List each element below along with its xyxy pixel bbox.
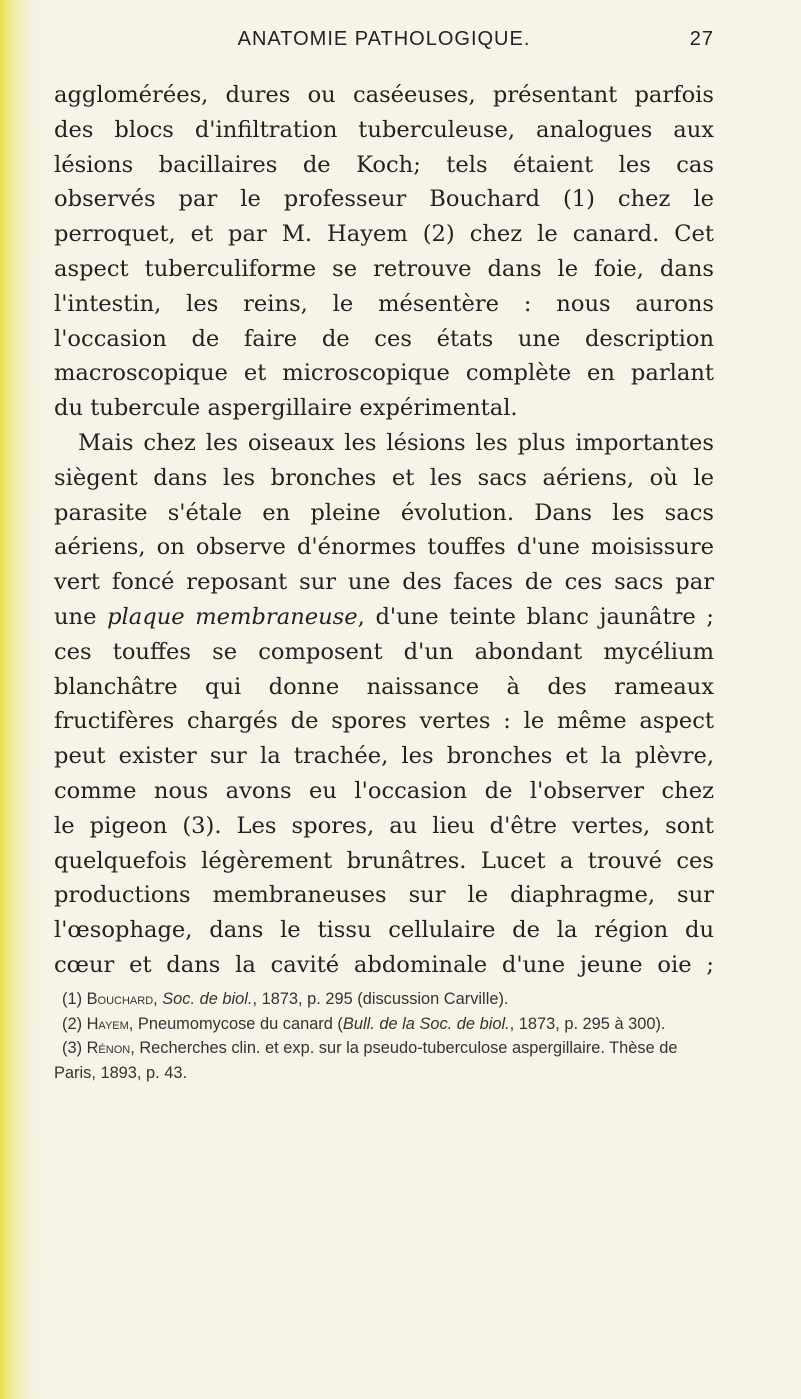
text-line: du tubercule aspergillaire expérimental. [54,395,518,422]
running-title: ANATOMIE PATHOLOGIQUE. [237,28,531,50]
body-text [54,78,714,983]
text-span: une [54,603,108,630]
footnote [54,987,714,1012]
footnote-marker: (3) [62,1039,87,1058]
text-line: des blocs d'infiltration tuberculeuse, analogues aux [54,116,714,143]
footnote-marker: (2) [62,1014,87,1033]
text-line: blanchâtre qui donne naissance à des rameaux [54,673,714,700]
text-line: perroquet, et par M. Hayem (2) chez le canard. Cet [54,221,714,248]
footnote-text: , [153,989,163,1008]
text-line: vert foncé reposant sur une des faces de ces sacs par [54,569,714,596]
footnote-text: Recherches clin. et exp. sur la pseudo-tuberculose aspergillaire. Thèse de Paris, 1893, p. 43. [54,1039,678,1083]
text-line: lésions bacillaires de Koch; tels étaient les cas [54,151,714,178]
text-line: l'intestin, les reins, le mésentère : nous aurons [54,290,714,317]
footnote-marker: (1) [62,989,87,1008]
text-line: l'occasion de faire de ces états une description [54,325,714,352]
text-line: agglomérées, dures ou caséeuses, présentant parfois [54,82,714,108]
text-line: cœur et dans la cavité abdominale d'une jeune oie ; [54,951,714,978]
text-line: quelquefois légèrement brunâtres. Lucet a trouvé ces [54,847,714,874]
text-line: parasite s'étale en pleine évolution. Dans les sacs [54,499,714,526]
italic-term: plaque membraneuse [107,603,358,630]
text-line: productions membraneuses sur le diaphragme, sur [54,882,714,909]
footnote-text: , 1873, p. 295 à 300). [509,1014,666,1033]
footnote-journal: Soc. de biol. [162,989,253,1008]
text-line: l'œsophage, dans le tissu cellulaire de la région du [54,917,714,944]
text-line: macroscopique et microscopique complète en parlant [54,360,714,387]
running-head [54,28,714,58]
text-line: comme nous avons eu l'occasion de l'observer chez [54,777,714,804]
text-line: observés par le professeur Bouchard (1) chez le [54,186,714,213]
text-span: , d'une teinte blanc jaunâtre ; [357,603,715,630]
footnotes [54,987,714,1086]
footnote [54,1036,714,1086]
text-line: aspect tuberculiforme se retrouve dans le foie, dans [54,255,714,282]
footnote-author: Rénon [86,1039,131,1058]
text-line: Mais chez les oiseaux les lésions les plus importantes [78,429,714,456]
text-line: peut exister sur la trachée, les bronches et la plèvre, [54,743,714,770]
page-number: 27 [689,28,714,50]
footnote-text: , [130,1039,140,1058]
footnote [54,1012,714,1037]
text-line: le pigeon (3). Les spores, au lieu d'être vertes, sont [54,812,714,839]
footnote-author: Hayem [86,1014,129,1033]
text-line: fructifères chargés de spores vertes : le même aspect [54,708,714,735]
text-line: aériens, on observe d'énormes touffes d'une moisissure [54,534,714,561]
footnote-text: , Pneumomycose du canard ( [128,1014,343,1033]
footnote-text: , 1873, p. 295 (discussion Carville). [252,989,509,1008]
text-line-with-italic [54,600,714,635]
footnote-journal: Bull. de la Soc. de biol. [342,1014,510,1033]
footnote-author: Bouchard [86,989,154,1008]
page-edge-tint [0,0,42,1399]
book-page [54,28,714,1086]
text-line: siègent dans les bronches et les sacs aériens, où le [54,464,714,491]
text-line: ces touffes se composent d'un abondant mycélium [54,638,714,665]
